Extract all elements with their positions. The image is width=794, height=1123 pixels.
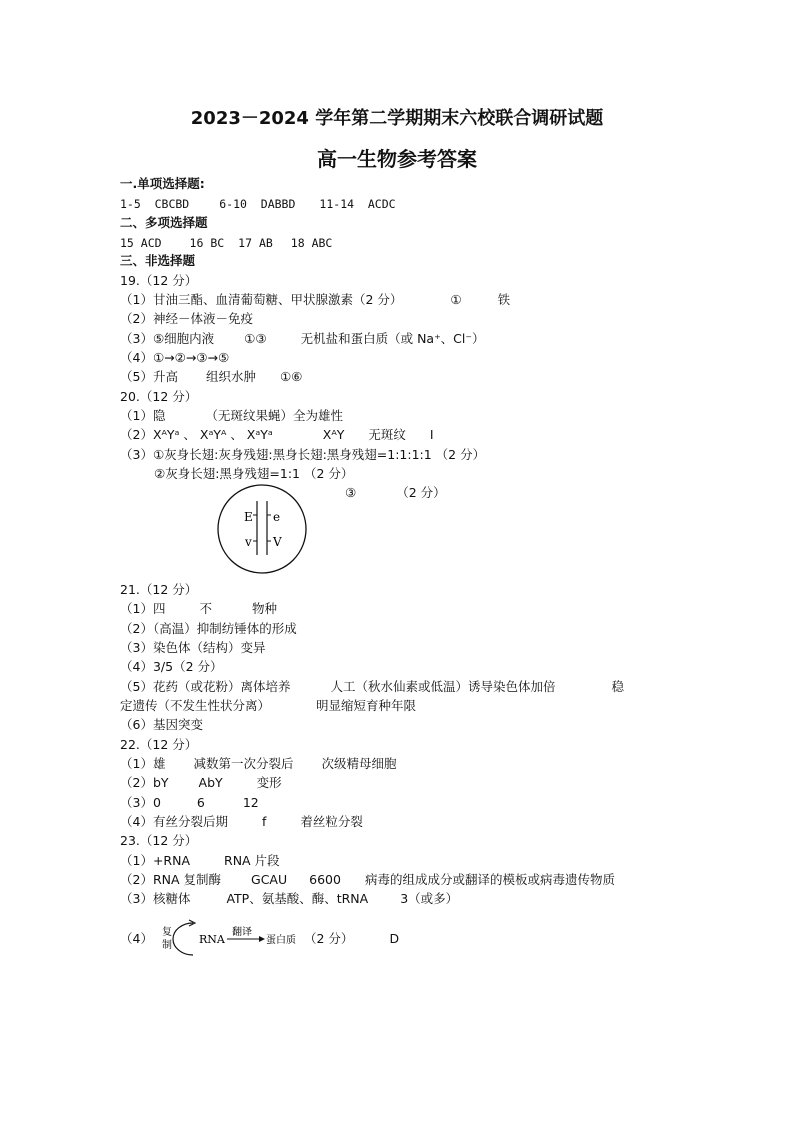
q19-1-a: （1）甘油三酯、血清葡萄糖、甲状腺激素（2 分）	[120, 292, 403, 307]
q20-line2	[120, 427, 434, 443]
section-heading-single-choice: 一.单项选择题:	[120, 176, 205, 191]
q19-line3	[120, 331, 484, 347]
q19-line2: （2）神经－体液－免疫	[120, 311, 253, 326]
translation-arrowhead	[259, 936, 265, 942]
translation-label: 翻译	[232, 927, 252, 938]
q22-1-a: （1）雄	[120, 756, 166, 771]
q19-3-b: ①③	[244, 331, 267, 346]
q20-line4: ②灰身长翅:黑身残翅=1:1 （2 分）	[154, 466, 354, 481]
cell-membrane	[218, 485, 306, 573]
q23-4-answer: D	[389, 931, 400, 946]
multi-choice-answers	[120, 235, 332, 251]
q19-5-a: （5）升高	[120, 369, 178, 384]
replication-label-1: 复	[162, 927, 172, 938]
q20-3-c-mark: ③	[345, 485, 357, 500]
q21-line2: （2）（高温）抑制纺锤体的形成	[120, 621, 297, 636]
q20-line4-tail	[345, 485, 446, 501]
q21-6-b: 明显缩短育种年限	[316, 698, 417, 713]
allele-E: E	[244, 510, 253, 524]
answer-11-14: 11-14 ACDC	[319, 197, 396, 211]
q23-3-b: ATP、氨基酸、酶、tRNA	[226, 891, 369, 906]
section-heading-multi-choice: 二、多项选择题	[120, 215, 208, 230]
q23-line1	[120, 853, 280, 869]
q20-1-b: （无斑纹果蝇）全为雄性	[205, 408, 343, 423]
q21-5-c: 稳	[611, 679, 624, 694]
q19-line4: （4）①→②→③→⑤	[120, 350, 230, 365]
q23-line4-label: （4）	[120, 931, 153, 946]
q23-3-c: 3（或多）	[400, 891, 459, 906]
q21-5-a: （5）花药（或花粉）离体培养	[120, 679, 291, 694]
q21-1-a: （1）四	[120, 601, 166, 616]
q22-2-b: AbY	[198, 775, 223, 790]
q23-2-d: 病毒的组成成分或翻译的模板或病毒遗传物质	[364, 872, 615, 887]
q20-line3: （3）①灰身长翅:灰身残翅:黑身长翅:黑身残翅=1:1:1:1 （2 分）	[120, 447, 486, 462]
q19-line5	[120, 369, 302, 385]
answer-17: 17 AB	[238, 236, 273, 250]
q23-3-a: （3）核糖体	[120, 891, 191, 906]
q20-2-c: 无斑纹	[368, 427, 406, 442]
allele-e: e	[273, 510, 281, 524]
q22-3-c: 12	[242, 795, 259, 810]
q23-line3	[120, 891, 458, 907]
single-choice-answers	[120, 196, 396, 212]
q19-1-c: 铁	[497, 292, 511, 307]
q22-line2	[120, 775, 282, 791]
allele-V: V	[273, 535, 282, 549]
q21-line4: （4）3/5（2 分）	[120, 659, 223, 674]
q19-1-b: ①	[450, 292, 462, 307]
q22-4-b: f	[261, 814, 267, 829]
q21-1-b: 不	[199, 601, 212, 616]
section-heading-non-choice: 三、非选择题	[120, 253, 196, 268]
answer-6-10: 6-10 DABBD	[219, 197, 296, 211]
q22-line4	[120, 814, 363, 830]
q21-line6	[120, 698, 416, 714]
allele-v: v	[245, 535, 252, 549]
q22-line3	[120, 795, 259, 811]
q23-header: 23.（12 分）	[120, 833, 198, 848]
q21-6-a: 定遗传（不发生性状分离）	[120, 698, 271, 713]
q22-3-a: （3）0	[120, 795, 161, 810]
document-subtitle: 高一生物参考答案	[317, 147, 477, 171]
rna-label: RNA	[199, 933, 225, 946]
q21-header: 21.（12 分）	[120, 582, 198, 597]
q20-3-c-score: （2 分）	[396, 485, 446, 500]
answer-16: 16 BC	[189, 236, 225, 250]
q23-2-c: 6600	[309, 872, 341, 887]
q23-line4-tail	[304, 931, 399, 947]
q22-1-b: 减数第一次分裂后	[193, 756, 294, 771]
q21-1-c: 物种	[251, 601, 277, 616]
replication-label-2: 制	[162, 940, 172, 951]
q22-2-a: （2）bY	[120, 775, 169, 790]
q20-header: 20.（12 分）	[120, 389, 198, 404]
q20-2-b: XᴬY	[322, 427, 345, 442]
q23-1-b: RNA 片段	[224, 853, 280, 868]
answer-15: 15 ACD	[120, 236, 162, 250]
q19-header: 19.（12 分）	[120, 273, 198, 288]
q19-5-b: 组织水肿	[205, 369, 256, 384]
answer-1-5: 1-5 CBCBD	[120, 197, 190, 211]
q19-3-c: 无机盐和蛋白质（或 Na⁺、Cl⁻）	[300, 331, 485, 346]
cell-diagram	[215, 483, 310, 578]
rna-replication-diagram	[155, 917, 315, 961]
q23-2-b: GCAU	[251, 872, 288, 887]
q23-2-a: （2）RNA 复制酶	[120, 872, 222, 887]
q19-5-c: ①⑥	[279, 369, 303, 384]
q22-4-a: （4）有丝分裂后期	[120, 814, 228, 829]
replication-loop-arrow	[173, 923, 193, 955]
q22-2-c: 变形	[256, 775, 282, 790]
answer-18: 18 ABC	[290, 236, 333, 250]
protein-label: 蛋白质	[266, 935, 296, 946]
q22-1-c: 次级精母细胞	[321, 756, 397, 771]
q21-line3: （3）染色体（结构）变异	[120, 640, 266, 655]
q22-line1	[120, 756, 396, 772]
q23-1-a: （1）+RNA	[120, 853, 191, 868]
q20-1-a: （1）隐	[120, 408, 166, 423]
q20-2-a: （2）XᴬYᵃ 、 XᵃYᴬ 、 XᵃYᵃ	[120, 427, 273, 442]
q22-header: 22.（12 分）	[120, 737, 198, 752]
document-title: 2023－2024 学年第二学期期末六校联合调研试题	[190, 108, 604, 129]
q21-line1	[120, 601, 277, 617]
q23-line2	[120, 872, 615, 888]
q23-4-score: （2 分）	[304, 931, 354, 946]
q20-line1	[120, 408, 343, 424]
q21-5-b: 人工（秋水仙素或低温）诱导染色体加倍	[330, 679, 556, 694]
q22-3-b: 6	[196, 795, 205, 810]
q19-line1	[120, 292, 510, 308]
q22-4-c: 着丝粒分裂	[300, 814, 363, 829]
q19-3-a: （3）⑤细胞内液	[120, 331, 215, 346]
q21-line5	[120, 679, 624, 695]
q20-2-d: I	[429, 427, 434, 442]
q21-line7: （6）基因突变	[120, 717, 203, 732]
